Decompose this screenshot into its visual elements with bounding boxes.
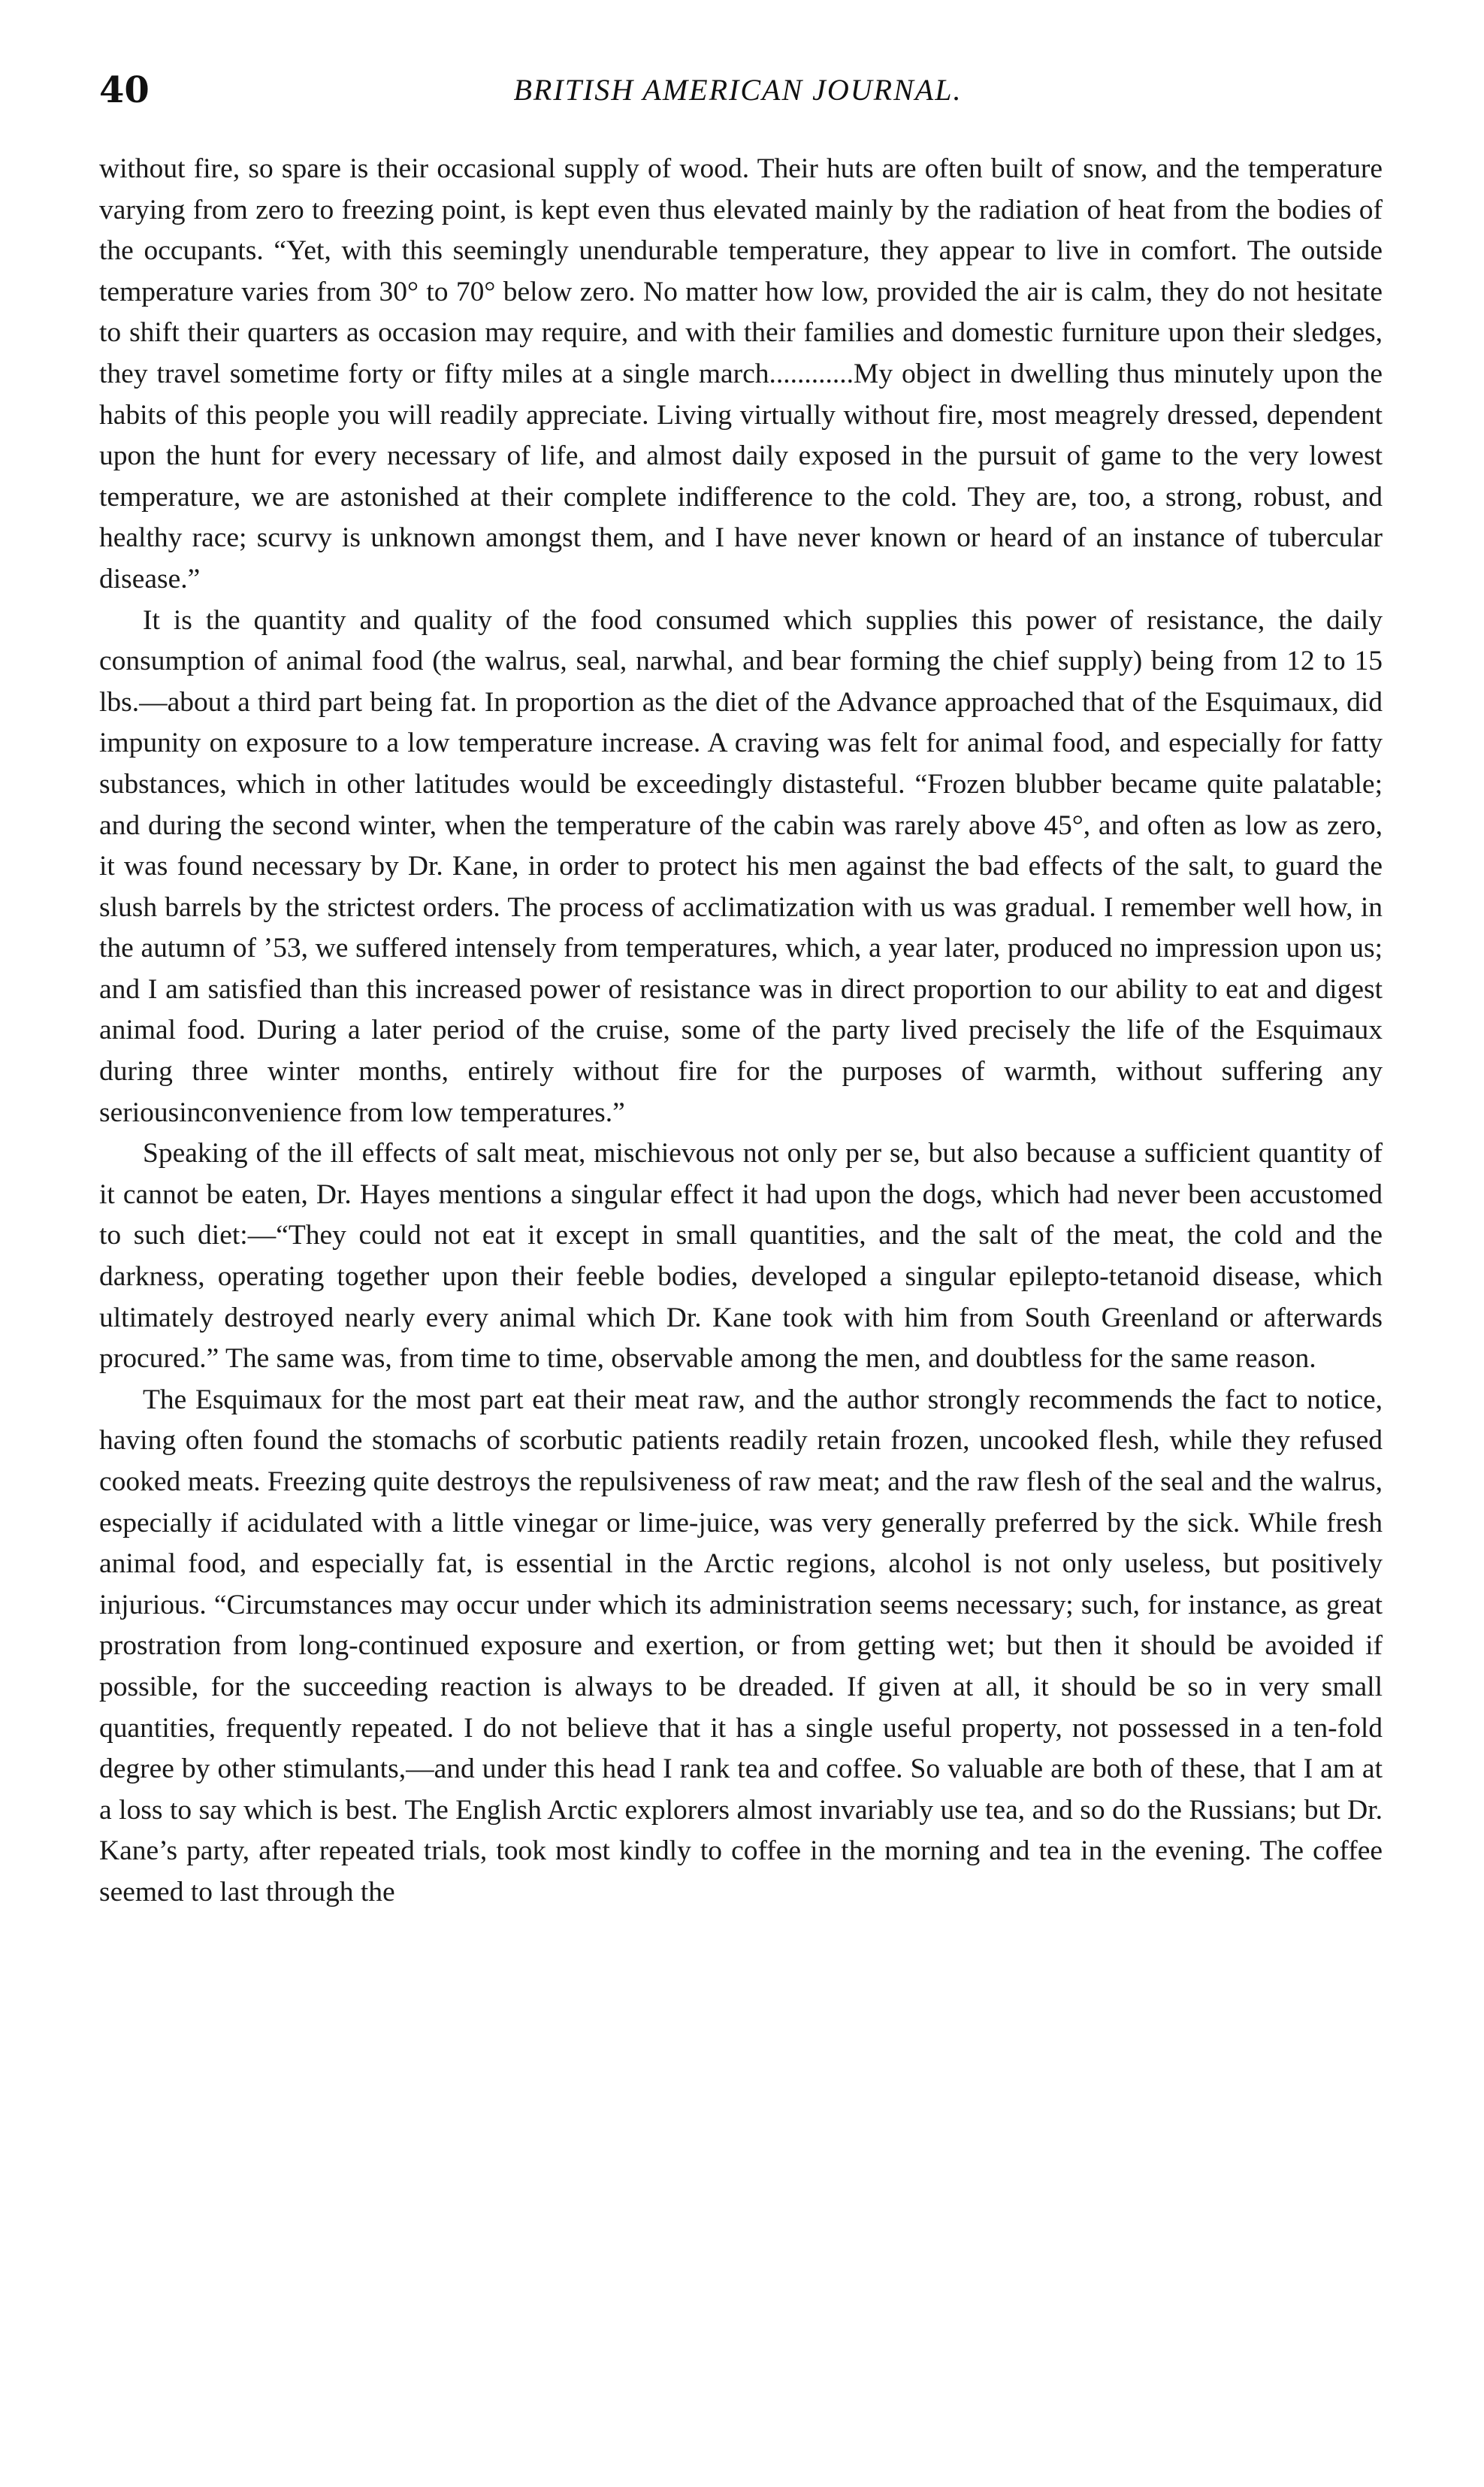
paragraph: It is the quantity and quality of the food consumed which supplies this power of resistance, the daily consumption of animal food (the walrus, seal, narwhal, and bear forming the chief supply) being from 12 to 15 lbs.—about a third part being fat. In proportion as the diet of the Advance approached that of the Esquimaux, did impunity on exposure to a low temperature increase. A craving was felt for animal food, and especially for fatty substances, which in other latitudes would be exceedingly distasteful. “Frozen blubber became quite palatable; and during the second winter, when the temperature of the cabin was rarely above 45°, and often as low as zero, it was found necessary by Dr. Kane, in order to protect his men against the bad effects of the salt, to guard the slush barrels by the strictest orders. The process of acclimatization with us was gradual. I remember well how, in the autumn of ’53, we suffered intensely from temperatures, which, a year later, produced no impression upon us; and I am satisfied than this increased power of resistance was in direct proportion to our ability to eat and digest animal food. During a later period of the cruise, some of the party lived precisely the life of the Esquimaux during three winter months, entirely without fire for the purposes of warmth, without suffering any seriousinconvenience from low temperatures.”	[99, 604, 1383, 1128]
article-body	[99, 149, 1383, 1914]
paragraph-continued: without fire, so spare is their occasional supply of wood. Their huts are often built of snow, and the temperature varying from zero to freezing point, is kept even thus elevated mainly by the radiation of heat from the bodies of the occupants. “Yet, with this seemingly unendurable temperature, they appear to live in comfort. The outside temperature varies from 30° to 70° below zero. No matter how low, provided the air is calm, they do not hesitate to shift their quarters as occasion may require, and with their families and domestic furniture upon their sledges, they travel sometime forty or fifty miles at a single march............My object in dwelling thus minutely upon the habits of this people you will readily appreciate. Living virtually without fire, most meagrely dressed, dependent upon the hunt for every necessary of life, and almost daily exposed in the pursuit of game to the very lowest temperature, we are astonished at their complete indifference to the cold. They are, too, a strong, robust, and healthy race; scurvy is unknown amongst them, and I have never known or heard of an instance of tubercular disease.”	[99, 153, 1383, 595]
paragraph: The Esquimaux for the most part eat their meat raw, and the author strongly recommends the fact to notice, having often found the stomachs of scorbutic patients readily retain frozen, uncooked flesh, while they refused cooked meats. Freezing quite destroys the repulsiveness of raw meat; and the raw flesh of the seal and the walrus, especially if acidulated with a little vinegar or lime-juice, was very generally preferred by the sick. While fresh animal food, and especially fat, is essential in the Arctic regions, alcohol is not only useless, but positively injurious. “Circumstances may occur under which its administration seems necessary; such, for instance, as great prostration from long-continued exposure and exertion, or from getting wet; but then it should be avoided if possible, for the succeeding reaction is always to be dreaded. If given at all, it should be so in very small quantities, frequently repeated. I do not believe that it has a single useful property, not possessed in a ten-fold degree by other stimulants,—and under this head I rank tea and coffee. So valuable are both of these, that I am at a loss to say which is best. The English Arctic explorers almost invariably use tea, and so do the Russians; but Dr. Kane’s party, after repeated trials, took most kindly to coffee in the morning and tea in the evening. The coffee seemed to last through the	[99, 1384, 1383, 1908]
paragraph: Speaking of the ill effects of salt meat, mischievous not only per se, but also because a sufficient quantity of it cannot be eaten, Dr. Hayes mentions a singular effect it had upon the dogs, which had never been accustomed to such diet:—“They could not eat it except in small quantities, and the salt of the meat, the cold and the darkness, operating together upon their feeble bodies, developed a singular epilepto-tetanoid disease, which ultimately destroyed nearly every animal which Dr. Kane took with him from South Greenland or afterwards procured.” The same was, from time to time, observable among the men, and doubtless for the same reason.	[99, 1138, 1383, 1375]
page-number: 40	[99, 69, 150, 111]
page-header	[99, 60, 1377, 120]
running-head: BRITISH AMERICAN JOURNAL.	[513, 73, 963, 107]
